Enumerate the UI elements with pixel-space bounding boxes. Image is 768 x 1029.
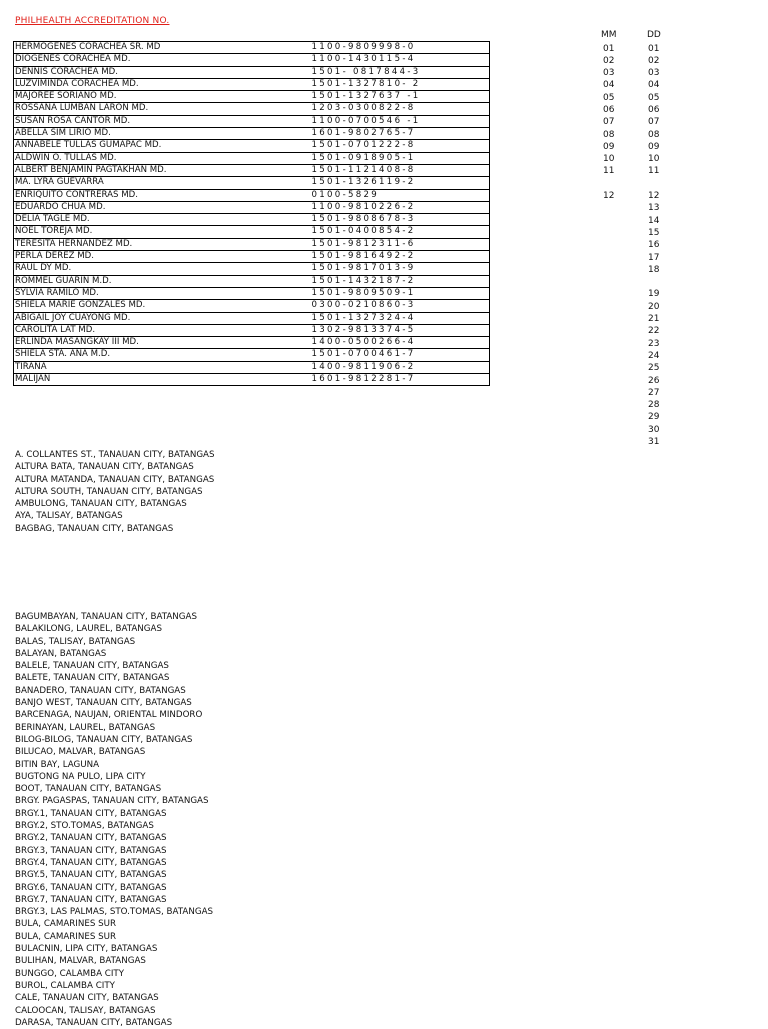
day-item: 04 [648,80,660,91]
accreditation-number: 1501-1326119-2 [311,177,416,188]
accreditation-number: 1501-0400854-2 [311,226,416,237]
address-item: BRGY.4, TANAUAN CITY, BATANGAS [15,857,167,868]
doctor-name: ERLINDA MASANGKAY III MD. [15,337,139,348]
table-row [14,128,490,140]
table-row [14,349,490,361]
accreditation-number: 1400-9811906-2 [311,361,416,372]
day-item: 20 [648,301,660,312]
table-row [14,66,490,78]
month-item: 05 [603,92,615,103]
day-item: 30 [648,424,660,435]
table-row [14,324,490,336]
accreditation-number: 1203-0300822-8 [311,103,416,114]
accreditation-number: 1501- 0817844-3 [311,66,421,77]
day-item: 18 [648,264,660,275]
doctor-name: HERMOGENES CORACHEA SR. MD [15,42,161,52]
doctor-name: NOEL TOREJA MD. [15,226,93,237]
address-item: BRGY.5, TANAUAN CITY, BATANGAS [15,870,167,881]
accreditation-number: 0100-5829 [311,189,380,200]
doctor-name: ALDWIN O. TULLAS MD. [15,152,117,163]
day-item: 27 [648,387,660,398]
month-item: 09 [603,141,615,152]
address-item: AMBULONG, TANAUAN CITY, BATANGAS [15,499,187,510]
doctor-name: SHIELA STA. ANA M.D. [15,349,111,360]
address-item: BUROL, CALAMBA CITY [15,980,115,991]
month-item: 08 [603,129,615,140]
accreditation-number: 1501-0700461-7 [311,349,416,360]
doctor-name: SYLVIA RAMILO MD. [15,287,99,298]
month-item: 10 [603,154,615,165]
day-item: 26 [648,375,660,386]
day-header: DD [647,30,661,40]
table-row [14,337,490,349]
address-item: CALOOCAN, TALISAY, BATANGAS [15,1005,156,1016]
accreditation-number: 1501-9812311-6 [311,238,416,249]
address-item: DARASA, TANAUAN CITY, BATANGAS [15,1017,173,1028]
address-item: BERINAYAN, LAUREL, BATANGAS [15,722,156,733]
month-item: 01 [603,43,615,54]
address-item: BUNGGO, CALAMBA CITY [15,968,125,979]
accreditation-number: 1601-9802765-7 [311,128,416,139]
address-item: BALELE, TANAUAN CITY, BATANGAS [15,661,169,672]
table-row [14,251,490,263]
address-item: BITIN BAY, LAGUNA [15,759,100,770]
address-item: BALAKILONG, LAUREL, BATANGAS [15,624,162,635]
address-item: BANJO WEST, TANAUAN CITY, BATANGAS [15,698,192,709]
day-item: 24 [648,350,660,361]
day-item: 29 [648,412,660,423]
table-row [14,152,490,164]
table-row [14,189,490,201]
address-list-a [15,449,215,535]
doctor-name: SUSAN ROSA CANTOR MD. [15,115,131,126]
day-item: 12 [648,191,660,202]
day-item: 14 [648,215,660,226]
day-list [648,43,659,449]
address-item: BRGY.2, STO.TOMAS, BATANGAS [15,821,154,832]
address-item: BAGUMBAYAN, TANAUAN CITY, BATANGAS [15,612,197,622]
doctor-name: DENNIS CORACHEA MD. [15,66,119,77]
accreditation-number: 1100-9810226-2 [311,201,416,212]
doctor-name: ANNABELE TULLAS GUMAPAC MD. [15,140,162,151]
address-item: BARCENAGA, NAUJAN, ORIENTAL MINDORO [15,710,203,721]
doctor-name: MAJOREE SORIANO MD. [15,91,117,102]
address-item: BALAYAN, BATANGAS [15,648,107,659]
address-item: BUGTONG NA PULO, LIPA CITY [15,771,146,782]
table-row [14,275,490,287]
address-item: BULA, CAMARINES SUR [15,919,117,930]
day-item: 19 [648,289,660,300]
accreditation-number: 1501-1327324-4 [311,312,416,323]
doctor-name: RAUL DY MD. [15,263,72,274]
doctor-name: EDUARDO CHUA MD. [15,201,106,212]
day-item: 05 [648,92,660,103]
table-row [14,226,490,238]
accreditation-number: 1501-9808678-3 [311,214,416,225]
month-item: 02 [603,55,615,66]
day-item: 25 [648,363,660,374]
table-row [14,54,490,66]
accreditation-number: 1501-0701222-8 [311,140,416,151]
accreditation-number: 1601-9812281-7 [311,374,416,385]
day-item: 10 [648,154,660,165]
accreditation-number: 1400-0500266-4 [311,337,416,348]
day-item: 23 [648,338,660,349]
address-item: BANADERO, TANAUAN CITY, BATANGAS [15,685,186,696]
table-row [14,42,490,54]
address-item: AYA, TALISAY, BATANGAS [15,511,123,522]
address-item: BOOT, TANAUAN CITY, BATANGAS [15,784,162,795]
month-item: 12 [603,191,615,202]
accreditation-number: 1501-1432187-2 [311,275,416,286]
address-item: BULA, CAMARINES SUR [15,931,117,942]
doctor-name: ENRIQUITO CONTRERAS MD. [15,189,138,200]
accreditation-number: 1302-9813374-5 [311,324,416,335]
table-row [14,177,490,189]
doctor-name: DELIA TAGLE MD. [15,214,90,225]
month-item: 11 [603,166,615,177]
accreditation-number: 1100-1430115-4 [311,54,416,65]
address-item: BILOG-BILOG, TANAUAN CITY, BATANGAS [15,734,193,745]
accreditation-number: 1100-0700546 -1 [311,115,421,126]
doctor-name: ROMMEL GUARIN M.D. [15,275,112,286]
table-row [14,312,490,324]
address-item: ALTURA MATANDA, TANAUAN CITY, BATANGAS [15,474,215,485]
table-row [14,91,490,103]
table-row [14,263,490,275]
address-item: ALTURA BATA, TANAUAN CITY, BATANGAS [15,462,194,473]
accreditation-number: 1501-0918905-1 [311,152,416,163]
doctor-name: MA. LYRA GUEVARRA [15,177,104,188]
accreditation-number: 1100-9809998-0 [311,42,416,52]
doctor-name: CAROLITA LAT MD. [15,324,96,335]
doctor-name: TIRAÑA [15,361,47,372]
accreditation-number: 1501-1327810- 2 [311,78,421,89]
month-item: 07 [603,117,615,128]
page-title: PHILHEALTH ACCREDITATION NO. [15,16,170,26]
day-item: 21 [648,314,660,325]
accreditation-number: 1501-9809509-1 [311,287,416,298]
day-item: 28 [648,400,660,411]
address-item: BULIHAN, MALVAR, BATANGAS [15,956,146,967]
address-item: BRGY.3, TANAUAN CITY, BATANGAS [15,845,167,856]
address-item: BAGBAG, TANAUAN CITY, BATANGAS [15,523,174,534]
address-item: BRGY.1, TANAUAN CITY, BATANGAS [15,808,167,819]
address-item: BRGY.2, TANAUAN CITY, BATANGAS [15,833,167,844]
day-item: 16 [648,240,660,251]
month-list [603,43,614,203]
day-item: 02 [648,55,660,66]
doctor-name: ABIGAIL JOY CUAYONG MD. [15,312,131,323]
accreditation-number: 1501-9817013-9 [311,263,416,274]
address-item: BRGY. PAGASPAS, TANAUAN CITY, BATANGAS [15,796,209,807]
table-row [14,287,490,299]
day-item: 06 [648,104,660,115]
address-item: BALAS, TALISAY, BATANGAS [15,636,136,647]
accreditation-number: 1501-1121408-8 [311,164,416,175]
month-header: MM [601,30,617,40]
accreditation-number: 1501-9816492-2 [311,251,416,262]
address-item: BALETE, TANAUAN CITY, BATANGAS [15,673,170,684]
month-item: 06 [603,104,615,115]
doctor-accreditation-table [13,41,490,386]
table-row [14,374,490,386]
table-row [14,238,490,250]
table-row [14,78,490,90]
day-item: 08 [648,129,660,140]
address-item: CALE, TANAUAN CITY, BATANGAS [15,993,159,1004]
doctor-name: MALIJAN [15,374,51,385]
day-item: 01 [648,43,660,54]
address-item: BULACNIN, LIPA CITY, BATANGAS [15,944,158,955]
day-item: 03 [648,68,660,79]
day-item: 15 [648,227,660,238]
address-item: BRGY.3, LAS PALMAS, STO.TOMAS, BATANGAS [15,907,214,918]
day-item [648,276,659,288]
day-item: 07 [648,117,660,128]
address-item: ALTURA SOUTH, TANAUAN CITY, BATANGAS [15,486,203,497]
day-item: 17 [648,252,660,263]
accreditation-number: 0300-0210860-3 [311,300,416,311]
doctor-name: ABELLA SIM LIRIO MD. [15,128,111,139]
day-item: 13 [648,203,660,214]
doctor-name: ROSSANA LUMBAN LARON MD. [15,103,149,114]
table-row [14,115,490,127]
month-item: 04 [603,80,615,91]
day-item: 11 [648,166,660,177]
table-row [14,300,490,312]
day-item: 22 [648,326,660,337]
table-row [14,140,490,152]
address-item: BRGY.7, TANAUAN CITY, BATANGAS [15,894,167,905]
address-item: BRGY.6, TANAUAN CITY, BATANGAS [15,882,167,893]
accreditation-number: 1501-1327637 -1 [311,91,421,102]
day-item: 31 [648,437,660,447]
address-item: A. COLLANTES ST., TANAUAN CITY, BATANGAS [15,450,215,460]
table-row [14,214,490,226]
table-row [14,361,490,373]
table-row [14,201,490,213]
address-item: BILUCAO, MALVAR, BATANGAS [15,747,146,758]
month-item: 03 [603,68,615,79]
doctor-name: LUZVIMINDA CORACHEA MD. [15,78,139,89]
doctor-name: TERESITA HERNANDEZ MD. [15,238,133,249]
table-row [14,103,490,115]
address-list-b [15,611,213,1029]
doctor-name: PERLA DEREZ MD. [15,251,95,262]
day-item: 09 [648,141,660,152]
doctor-name: DIOGENES CORACHEA MD. [15,54,131,65]
doctor-name: SHIELA MARIE GONZALES MD. [15,300,146,311]
doctor-name: ALBERT BENJAMIN PAGTAKHAN MD. [15,164,167,175]
month-item [603,178,614,190]
table-row [14,164,490,176]
day-item [648,178,659,190]
